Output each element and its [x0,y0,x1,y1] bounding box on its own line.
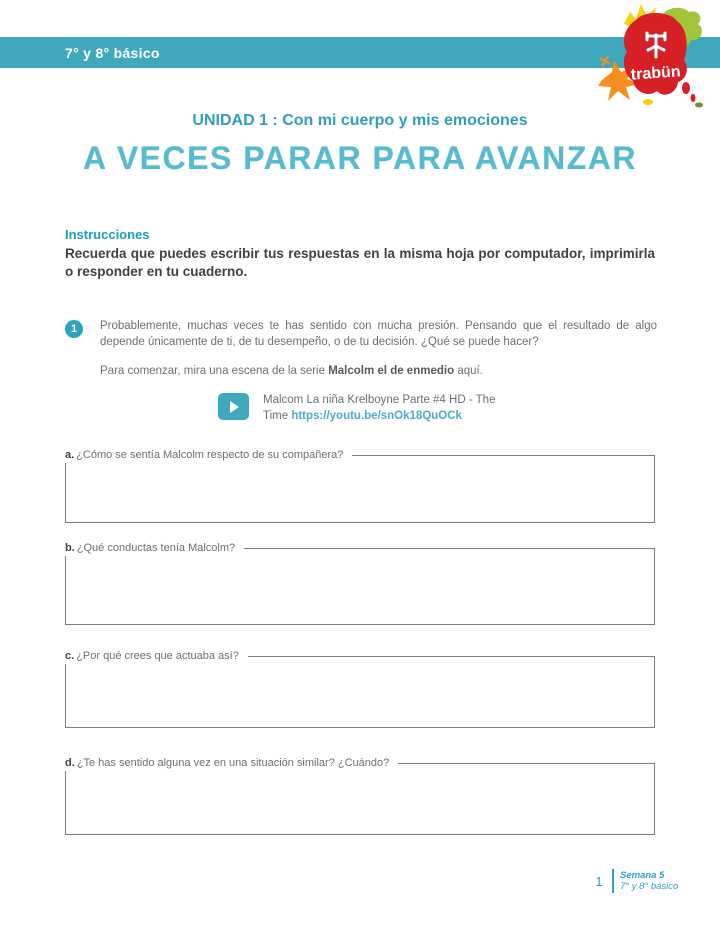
question-a-label [65,447,352,463]
footer-page-number: 1 [595,873,603,889]
logo-orange-asterisk [600,56,610,66]
question-b [65,542,655,625]
question-a-text: ¿Cómo se sentía Malcolm respecto de su compañera? [76,449,344,461]
logo-splat-icon [596,2,718,112]
question-c-letter: c. [65,650,75,662]
play-button[interactable] [218,393,249,420]
activity-intro-series-name: Malcolm el de enmedio [328,365,455,378]
question-d-label [65,755,398,771]
footer-meta [620,870,678,893]
question-d-answer-box[interactable] [65,763,655,835]
activity-prompt: Probablemente, muchas veces te has sentido con mucha presión. Pensando que el resultado de algo depende únicamente de ti, de tu desempeño, o de tu decisión. ¿Qué se puede hacer? [100,320,657,349]
footer [590,869,678,893]
instructions-body: Recuerda que puedes escribir tus respuestas en la misma hoja por computador, imprimirla o responder en tu cuaderno. [65,246,655,279]
unit-separator: : [267,112,283,129]
question-c-answer-box[interactable] [65,656,655,728]
footer-week: Semana 5 [620,869,665,881]
logo-green-drip [695,103,703,108]
question-d-text: ¿Te has sentido alguna vez en una situación similar? ¿Cuándo? [76,757,390,769]
activity-intro [100,365,657,377]
brand-logo [596,2,718,112]
activity-intro-suffix: aquí. [454,365,483,378]
play-icon [230,401,239,413]
footer-grade-band: 7° y 8° básico [620,881,679,892]
question-d [65,757,655,835]
question-c-text: ¿Por qué crees que actuaba así? [76,650,239,662]
activity-intro-prefix: Para comenzar, mira una escena de la serie [100,365,329,378]
question-d-letter: d. [65,757,75,769]
question-a [65,449,655,523]
activity-1-section [65,318,657,377]
video-caption [263,393,513,424]
question-b-text: ¿Qué conductas tenía Malcolm? [76,542,236,554]
header-grade-label: 7° y 8° básico [65,44,160,61]
unit-label: UNIDAD 1 [192,112,268,129]
activity-number-badge: 1 [65,320,83,338]
question-b-label [65,540,244,556]
question-c-label [65,648,248,664]
video-url-link[interactable]: https://youtu.be/snOk18QuOCk [291,409,462,422]
question-b-answer-box[interactable] [65,548,655,625]
instructions-section [65,227,655,281]
question-a-letter: a. [65,449,75,461]
instructions-heading: Instrucciones [65,227,150,242]
question-c [65,650,655,728]
logo-yellow-drip [643,99,653,105]
question-a-answer-box[interactable] [65,455,655,523]
page-title: A VECES PARAR PARA AVANZAR [83,140,637,176]
logo-red-drip [691,94,696,102]
unit-title [0,112,720,130]
video-row [218,393,513,424]
logo-red-drip [682,82,690,94]
footer-divider [612,869,614,893]
video-title: Malcom La niña Krelboyne Parte #4 HD - The Time [263,394,496,422]
unit-subtitle: Con mi cuerpo y mis emociones [282,112,528,129]
logo-wordmark: trabün [630,63,682,84]
question-b-letter: b. [65,542,75,554]
